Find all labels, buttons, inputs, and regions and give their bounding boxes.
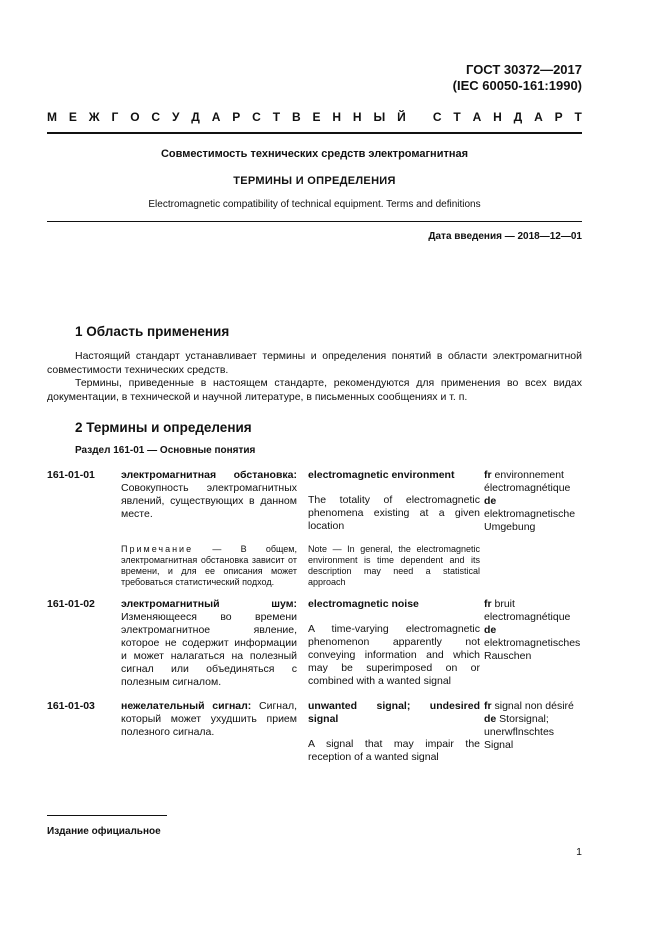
banner-letter: Р (232, 110, 241, 124)
ru-term: нежелательный сигнал: (121, 700, 252, 712)
banner-letter: М (47, 110, 57, 124)
en-definition: The totality of electromagnetic phenomena existing at a given location (308, 494, 480, 532)
official-edition-label: Издание официальное (47, 826, 161, 837)
note-text: — В общем, электромагнитная обстановка зависит от времени, и для ее описания может требоваться статистический подход. (121, 544, 297, 587)
term-number: 161-01-03 (47, 700, 95, 712)
term-french-german (484, 700, 586, 752)
subsection-heading: Раздел 161-01 — Основные понятия (75, 445, 256, 456)
section-2-heading: 2 Термины и определения (75, 420, 252, 435)
banner-letter: Ы (373, 110, 386, 124)
term-russian (121, 598, 297, 689)
term-english-note: Note — In general, the electromagnetic environment is time dependent and its description may need a statistical approach (308, 544, 480, 587)
standard-code-block (453, 62, 582, 94)
banner-letter: Й (397, 110, 406, 124)
english-title: Electromagnetic compatibility of technical equipment. Terms and definitions (148, 199, 481, 210)
banner-letter: С (252, 110, 261, 124)
ru-definition: Сигнал, который может ухудшить прием полезного сигнала. (121, 700, 297, 738)
banner-letter: Г (111, 110, 119, 124)
banner-letter: Д (513, 110, 523, 124)
section-1-paragraph-2: Термины, приведенные в настоящем стандарте, рекомендуются для применения во всех видах документации, в технической и научной литературе, в письменных сообщениях и т. п. (47, 377, 582, 403)
en-definition: A time-varying electromagnetic phenomenon apparently not conveying information and which may be superimposed on or combined with a wanted signal (308, 623, 480, 687)
term-russian (121, 700, 297, 739)
en-term: electromagnetic environment (308, 469, 455, 481)
subject-title: Совместимость технических средств электромагнитная (160, 148, 469, 160)
banner-letter: Ж (88, 110, 100, 124)
en-definition: A signal that may impair the reception of a wanted signal (308, 738, 480, 763)
banner-letter: Е (68, 110, 77, 124)
banner-letter: У (171, 110, 180, 124)
ru-definition: Изменяющееся во времени электромагнитное явление, которое не содержит информации и может налагаться на полезный сигнал или объединяться с полезным сигналом. (121, 611, 297, 688)
banner-letter: А (211, 110, 221, 124)
banner-letter: Н (352, 110, 362, 124)
de-term: de elektromagnetisches Rauschen (484, 624, 581, 662)
banner-rule (47, 132, 582, 134)
term-english (308, 700, 480, 764)
footer-rule (47, 815, 167, 816)
term-english (308, 469, 480, 533)
effective-date: Дата введения — 2018—12—01 (428, 231, 582, 242)
iec-code: (IEC 60050-161:1990) (452, 78, 582, 93)
banner-letter: Т (574, 110, 582, 124)
title-rule (47, 221, 582, 222)
fr-term: fr signal non désiré (484, 700, 574, 712)
banner-letter: Е (312, 110, 321, 124)
section-1-paragraph-1: Настоящий стандарт устанавливает термины и определения понятий в области электромагнитной совместимости технических средств. (47, 350, 582, 376)
banner-letter: Р (554, 110, 563, 124)
page-number: 1 (576, 846, 582, 858)
banner-letter: А (534, 110, 543, 124)
term-number: 161-01-01 (47, 469, 95, 481)
banner-letter: Н (493, 110, 502, 124)
interstate-standard-banner (47, 110, 582, 124)
note-label: Примечание (121, 544, 194, 554)
en-term: electromagnetic noise (308, 598, 419, 610)
term-english (308, 598, 480, 688)
section-1-heading: 1 Область применения (75, 324, 230, 339)
banner-letter: О (130, 110, 140, 124)
fr-term: fr bruit electromagnétique (484, 598, 571, 623)
term-french-german (484, 469, 586, 534)
main-title: ТЕРМИНЫ И ОПРЕДЕЛЕНИЯ (233, 175, 396, 187)
banner-letter: А (472, 110, 482, 124)
banner-gap (418, 110, 421, 124)
term-french-german (484, 598, 586, 663)
term-russian (121, 469, 297, 521)
term-russian-note (121, 544, 297, 588)
ru-term: электромагнитный шум: (121, 598, 297, 610)
ru-term: электромагнитная обстановка: (121, 469, 297, 481)
banner-letter: Н (332, 110, 342, 124)
en-term: unwanted signal; undesired signal (308, 700, 480, 725)
de-term: de elektromagnetische Umgebung (484, 495, 576, 533)
fr-term: fr environnement électromagnétique (484, 469, 571, 494)
standard-code: ГОСТ 30372—2017 (466, 62, 582, 77)
banner-letter: Т (453, 110, 461, 124)
banner-letter: Т (272, 110, 281, 124)
banner-letter: Д (191, 110, 200, 124)
ru-definition: Совокупность электромагнитных явлений, существующих в данном месте. (121, 482, 297, 520)
banner-letter: С (432, 110, 442, 124)
banner-letter: С (151, 110, 161, 124)
de-term: de Storsignal; unerwflnschtes Signal (484, 713, 555, 751)
banner-letter: В (291, 110, 301, 124)
term-number: 161-01-02 (47, 598, 95, 610)
